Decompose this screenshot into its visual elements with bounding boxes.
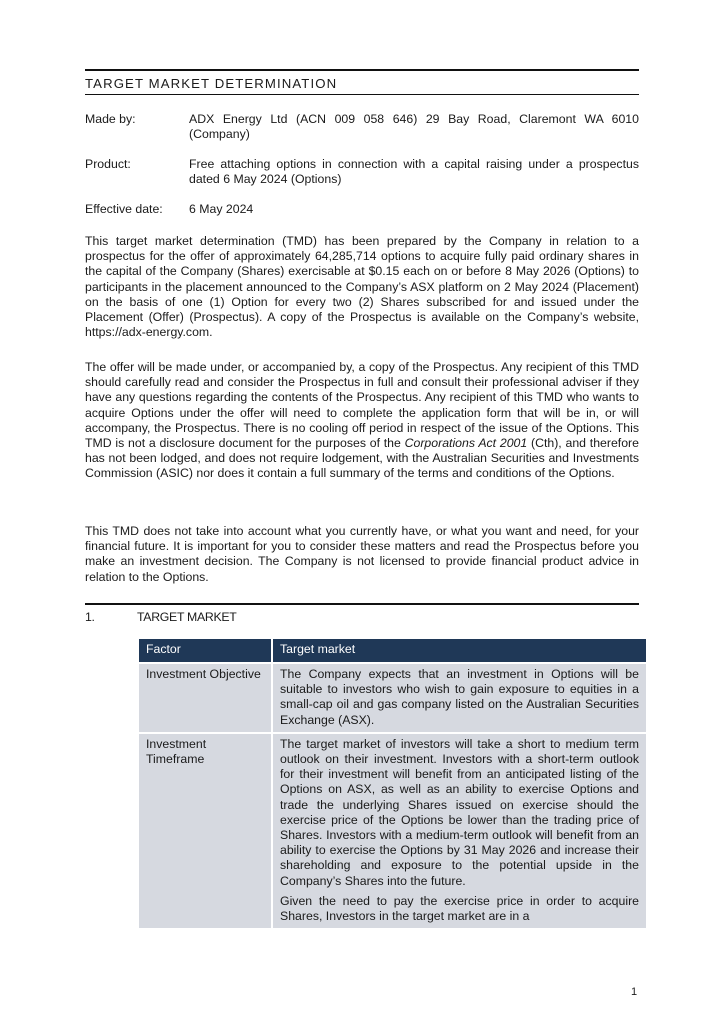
effective-date-value: 6 May 2024 bbox=[189, 202, 254, 216]
section-rule bbox=[85, 603, 639, 605]
made-by-label: Made by: bbox=[85, 112, 136, 126]
table-row bbox=[139, 733, 646, 928]
product-label: Product: bbox=[85, 157, 131, 171]
product-value: Free attaching options in connection with a capital raising under a prospectus dated 6 May 2024 (Options) bbox=[189, 157, 639, 187]
section-number: 1. bbox=[85, 610, 95, 624]
cell-text: The target market of investors will take a short to medium term outlook on their investment. Investors with a short-term outlook for their investment will benefit from an anticipated listing of the Options on ASX, as well as an ability to exercise Options and trade the underlying Shares issued on exercise should the exercise price of the Options be lower than the trading price of Shares. Investors with a medium-term outlook will benefit from an ability to exercise the Options by 31 May 2026 and increase their shareholding and exposure to the potential upside in the Company’s Shares into the future. bbox=[280, 736, 639, 888]
header-factor: Factor bbox=[139, 639, 272, 663]
offer-paragraph bbox=[85, 360, 639, 482]
offer-paragraph-part-1: The offer will be made under, or accompanied by, a copy of the Prospectus. Any recipient of this TMD should carefully read and consider the Prospectus in full and consult their professional adviser if they have any questions regarding the contents of the Prospectus. Any recipient of this TMD who wants to acquire Options under the offer will need to complete the application form that will be in, or will accompany, the Prospectus. There is no cooling off period in respect of the issue of the Options. This TMD is not a disclosure document for the purposes of the bbox=[85, 360, 639, 451]
document-title: TARGET MARKET DETERMINATION bbox=[85, 76, 338, 91]
cell-text-continued: Given the need to pay the exercise price in order to acquire Shares, Investors in the target market are in a bbox=[280, 893, 639, 924]
target-market-table bbox=[139, 639, 646, 928]
section-title: TARGET MARKET bbox=[137, 610, 237, 624]
effective-date-row bbox=[85, 202, 639, 217]
section-heading bbox=[85, 610, 237, 625]
effective-date-label: Effective date: bbox=[85, 202, 163, 216]
factor-cell: Investment Objective bbox=[139, 663, 272, 733]
page-number: 1 bbox=[631, 986, 638, 998]
title-top-rule bbox=[85, 69, 639, 71]
table-row bbox=[139, 663, 646, 733]
disclaimer-paragraph: This TMD does not take into account what you currently have, or what you want and need, for your financial future. It is important for you to consider these matters and read the Prospectus before you make an investment decision. The Company is not licensed to provide financial product advice in relation to the Options. bbox=[85, 524, 639, 584]
offer-paragraph-part-2: (Cth), and therefore has not been lodged, and does not require lodgement, with the Australian Securities and Investments Commission (ASIC) nor does it contain a full summary of the terms and conditions of the Options. bbox=[85, 436, 639, 481]
product-row bbox=[85, 157, 639, 187]
cell-text: The Company expects that an investment in Options will be suitable to investors who wish to gain exposure to equities in a small-cap oil and gas company listed on the Australian Securities Exchange (ASX). bbox=[280, 667, 639, 727]
factor-cell: Investment Timeframe bbox=[139, 733, 272, 928]
made-by-value: ADX Energy Ltd (ACN 009 058 646) 29 Bay Road, Claremont WA 6010 (Company) bbox=[189, 112, 639, 142]
made-by-row bbox=[85, 112, 639, 142]
table-header-row bbox=[139, 639, 646, 663]
header-target-market: Target market bbox=[272, 639, 646, 663]
intro-paragraph: This target market determination (TMD) has been prepared by the Company in relation to a prospectus for the offer of approximately 64,285,714 options to acquire fully paid ordinary shares in the capital of the Company (Shares) exercisable at $0.15 each on or before 8 May 2026 (Options) to participants in the placement announced to the Company’s ASX platform on 2 May 2024 (Placement) on the basis of one (1) Option for every two (2) Shares subscribed for and issued under the Placement (Offer) (Prospectus). A copy of the Prospectus is available on the Company’s website, https://adx-energy.com. bbox=[85, 234, 639, 340]
target-market-cell bbox=[272, 733, 646, 928]
title-bottom-rule bbox=[85, 94, 639, 95]
corporations-act-title: Corporations Act 2001 bbox=[404, 436, 528, 451]
target-market-cell bbox=[272, 663, 646, 733]
